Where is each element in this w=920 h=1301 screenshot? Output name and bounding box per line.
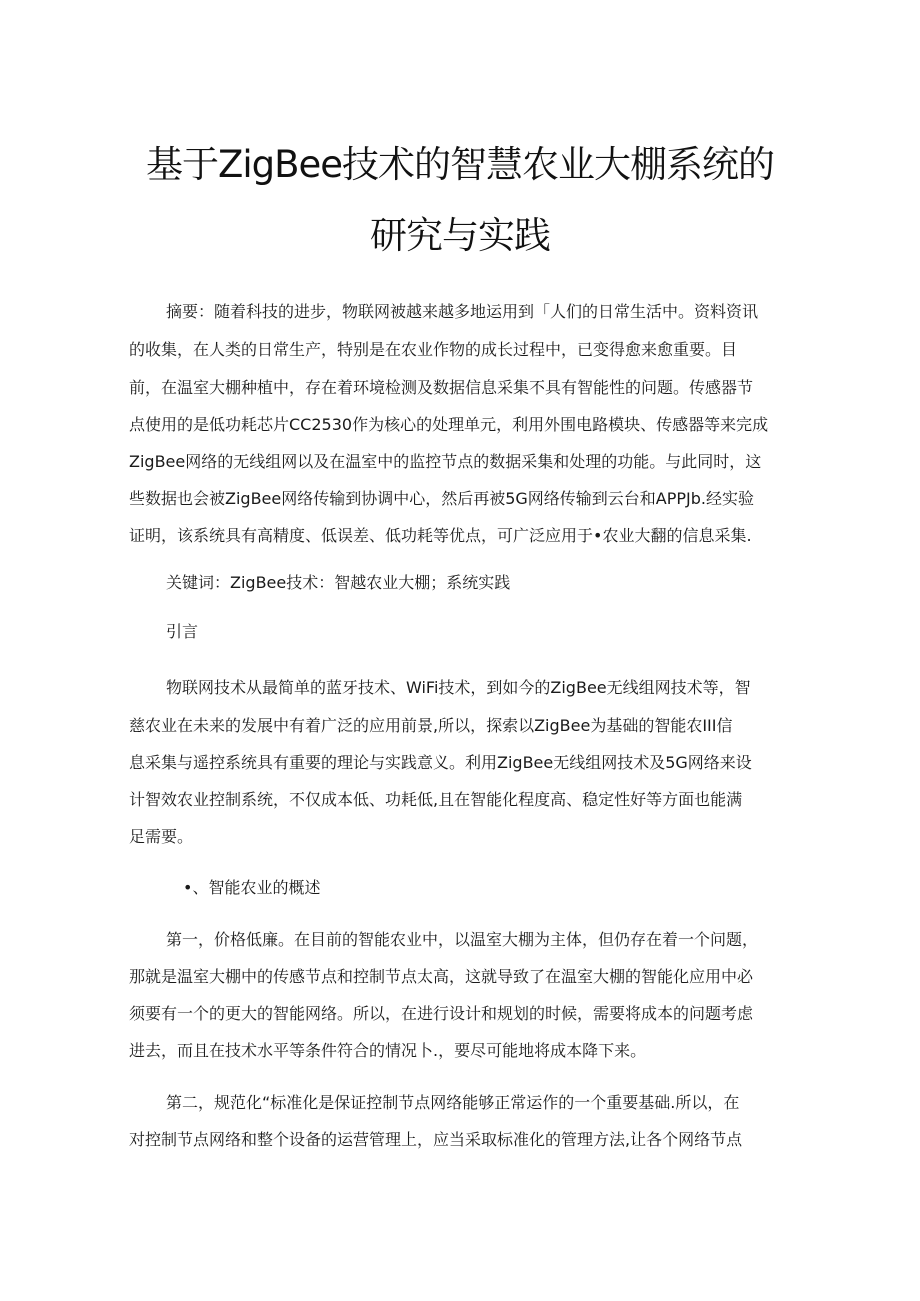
paragraph-line: 第二，规范化“标准化是保证控制节点网络能够正常运作的一个重要基础.所以，在 bbox=[166, 1093, 740, 1112]
paragraph-line: 那就是温室大棚中的传感节点和控制节点太高，这就导致了在温室大棚的智能化应用中必 bbox=[129, 967, 754, 986]
intro-line: 计智效农业控制系统，不仅成本低、功耗低,且在智能化程度高、稳定性好等方面也能满 bbox=[129, 790, 743, 809]
paragraph-line: 须要有一个的更大的智能网络。所以，在进行设计和规划的时候，需要将成本的问题考虑 bbox=[129, 1004, 754, 1023]
intro-line: 物联网技术从最简单的蓝牙技术、WiFi技术，到如今的ZigBee无线组网技术等，智 bbox=[166, 678, 751, 697]
section-heading: •、智能农业的概述 bbox=[183, 878, 321, 897]
abstract-line: 些数据也会被ZigBee网络传输到协调中心，然后再被5G网络传输到云台和APPJb.经实验 bbox=[129, 489, 755, 508]
paragraph-line: 对控制节点网络和整个设备的运营管理上，应当采取标准化的管理方法,让各个网络节点 bbox=[129, 1130, 743, 1149]
document-title-line-1: 基于ZigBee技术的智慧农业大棚系统的 bbox=[145, 143, 775, 186]
abstract-line: ZigBee网络的无线组网以及在温室中的监控节点的数据采集和处理的功能。与此同时，这 bbox=[129, 452, 762, 471]
paragraph-line: 第一，价格低廉。在目前的智能农业中，以温室大棚为主体，但仍存在着一个问题， bbox=[166, 930, 759, 949]
intro-heading: 引言 bbox=[166, 622, 199, 641]
intro-line: 息采集与遥控系统具有重要的理论与实践意义。利用ZigBee无线组网技术及5G网络来设 bbox=[129, 753, 752, 772]
intro-line: 慈农业在未来的发展中有着广泛的应用前景,所以，探索以ZigBee为基础的智能农III信 bbox=[129, 716, 733, 735]
abstract-line: 的收集，在人类的日常生产，特别是在农业作物的成长过程中，已变得愈来愈重要。目 bbox=[129, 340, 738, 359]
abstract-line: 证明，该系统具有高精度、低误差、低功耗等优点，可广泛应用于•农业大翻的信息采集. bbox=[129, 526, 752, 545]
keywords-line: 关键词：ZigBee技术：智越农业大棚；系统实践 bbox=[166, 573, 511, 592]
abstract-line: 前，在温室大棚种植中，存在着环境检测及数据信息采集不具有智能性的问题。传感器节 bbox=[129, 378, 754, 397]
document-title-line-2: 研究与实践 bbox=[370, 214, 550, 257]
intro-line: 足需要。 bbox=[129, 827, 194, 846]
paragraph-line: 进去，而且在技术水平等条件符合的情况卜.，要尽可能地将成本降下来。 bbox=[129, 1041, 647, 1060]
abstract-line: 摘要：随着科技的进步，物联网被越来越多地运用到「人们的日常生活中。资料资讯 bbox=[166, 302, 759, 321]
abstract-line: 点使用的是低功耗芯片CC2530作为核心的处理单元，利用外围电路模块、传感器等来完成 bbox=[129, 415, 769, 434]
